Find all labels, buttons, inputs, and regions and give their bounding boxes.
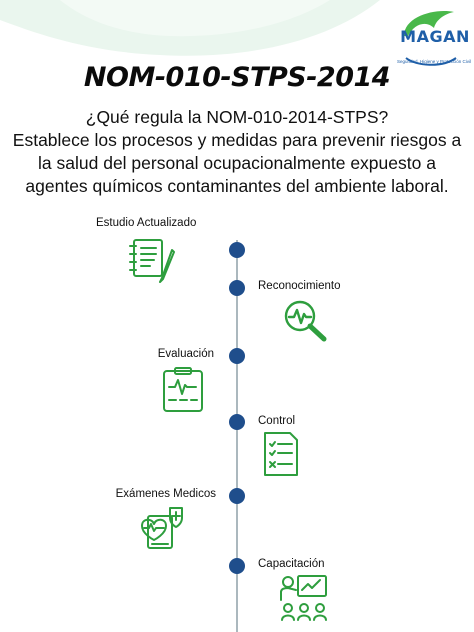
timeline-node-4 [229,414,245,430]
intro-question: ¿Qué regula la NOM-010-2014-STPS? [85,107,389,127]
logo-name: MAGAN [400,27,470,46]
step-label-estudio-actualizado: Estudio Actualizado [96,217,197,229]
logo-tagline: Seguridad, Higiene y Protección Civil [396,59,472,64]
timeline-node-3 [229,348,245,364]
clipboard-chart-icon [160,366,206,414]
timeline-node-6 [229,558,245,574]
training-presentation-icon [278,574,330,624]
step-label-reconocimiento: Reconocimiento [258,280,341,292]
timeline-node-2 [229,280,245,296]
intro-answer: Establece los procesos y medidas para prevenir riesgos a la salud del personal ocupacionalmente expuesto a agentes químicos contaminantes del ambiente laboral. [12,130,462,196]
step-label-capacitacion: Capacitación [258,558,325,570]
step-label-examenes-medicos: Exámenes Medicos [115,488,216,500]
medical-exam-icon [138,504,188,552]
timeline-node-1 [229,242,245,258]
step-label-evaluacion: Evaluación [157,348,214,360]
magnifier-pulse-icon [280,298,330,344]
step-label-control: Control [258,415,296,427]
timeline-node-5 [229,488,245,504]
page-title: NOM-010-STPS-2014 [83,62,391,93]
checklist-icon [262,430,300,478]
document-pen-icon [128,236,178,286]
